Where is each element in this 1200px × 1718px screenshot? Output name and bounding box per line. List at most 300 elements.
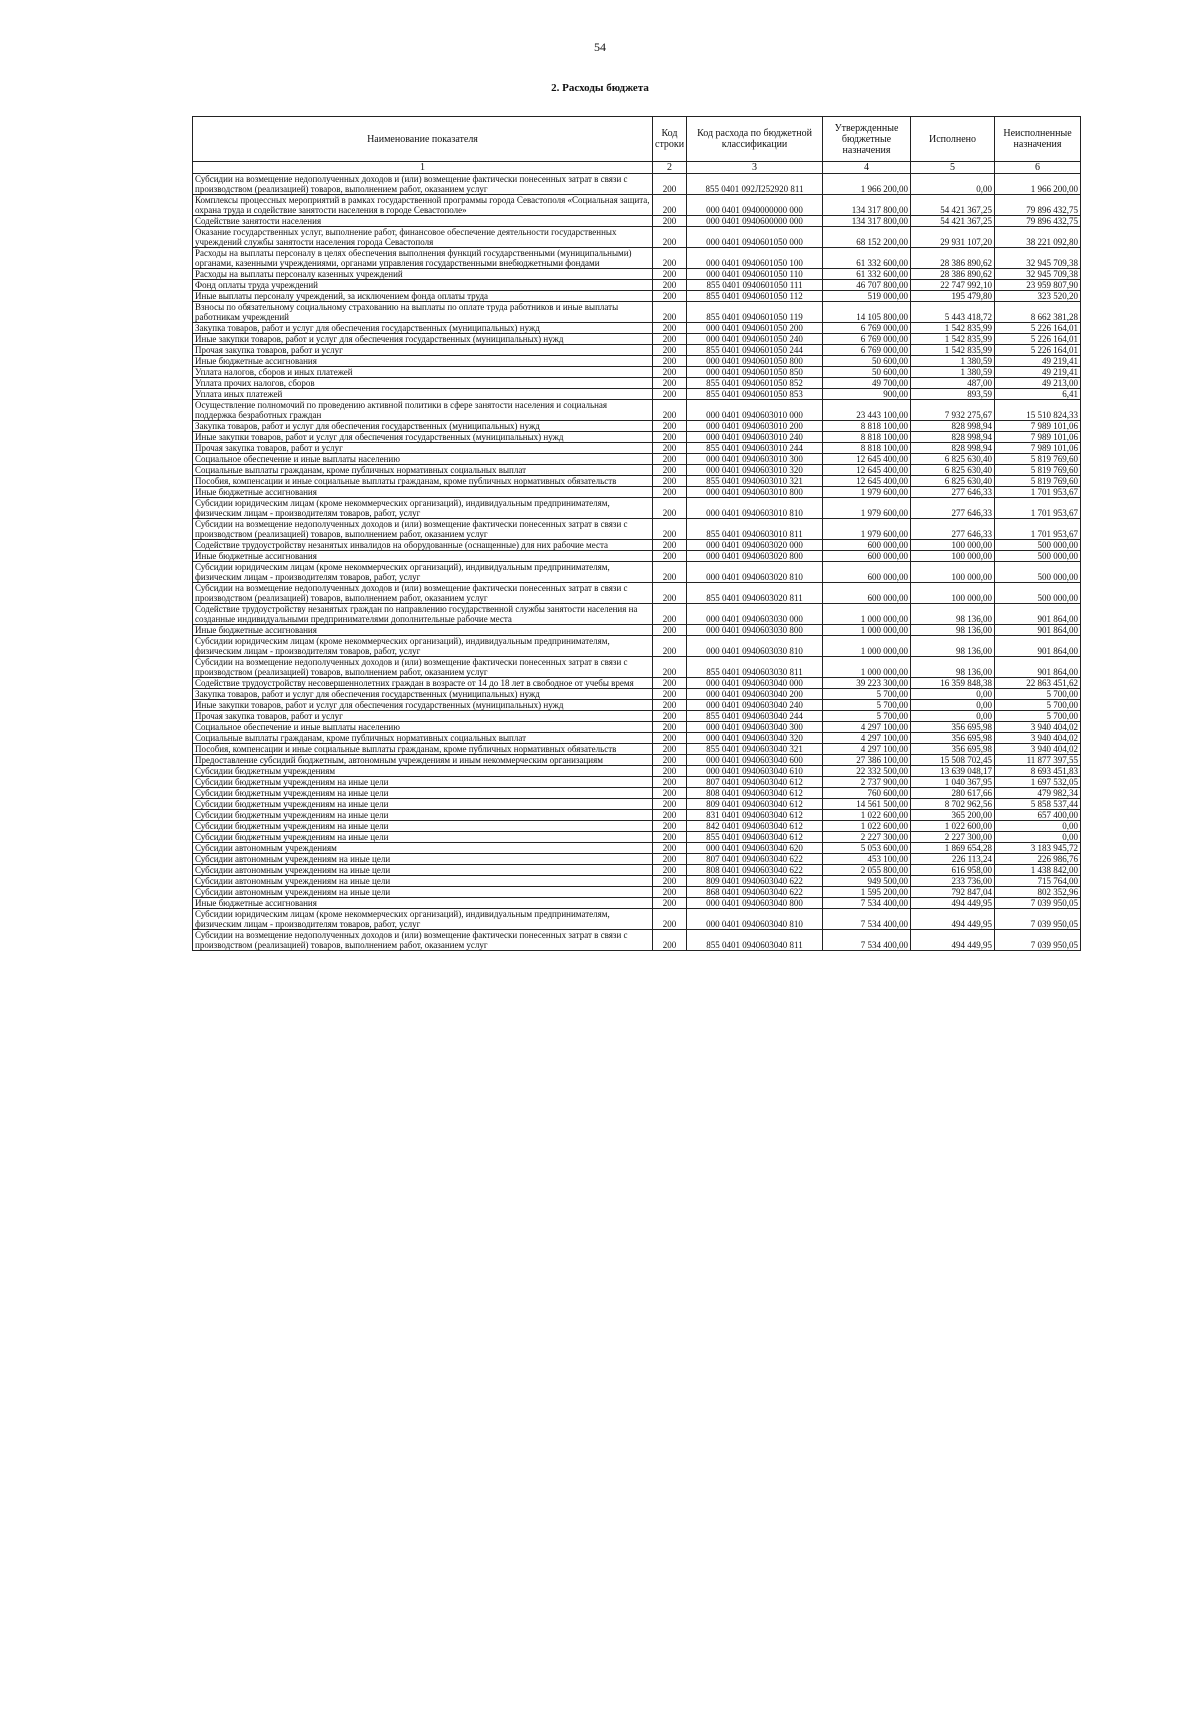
row-approved-cell: 61 332 600,00: [823, 248, 911, 269]
row-line-code-cell: 200: [653, 465, 687, 476]
row-name-cell: Социальные выплаты гражданам, кроме публичных нормативных социальных выплат: [193, 733, 653, 744]
row-line-code-cell: 200: [653, 755, 687, 766]
table-row: [193, 636, 1081, 657]
row-name-cell: Социальное обеспечение и иные выплаты населению: [193, 722, 653, 733]
row-executed-cell: 22 747 992,10: [911, 280, 995, 291]
row-approved-cell: 900,00: [823, 389, 911, 400]
row-approved-cell: 8 818 100,00: [823, 443, 911, 454]
row-classification-code-cell: 000 0401 0940601050 100: [687, 248, 823, 269]
row-unexecuted-cell: 1 701 953,67: [995, 487, 1081, 498]
row-line-code-cell: 200: [653, 562, 687, 583]
column-number: 1: [193, 162, 653, 174]
row-executed-cell: 8 702 962,56: [911, 799, 995, 810]
row-line-code-cell: 200: [653, 843, 687, 854]
row-line-code-cell: 200: [653, 378, 687, 389]
row-approved-cell: 14 105 800,00: [823, 302, 911, 323]
column-number: 2: [653, 162, 687, 174]
row-name-cell: Пособия, компенсации и иные социальные выплаты гражданам, кроме публичных нормативных обязательств: [193, 744, 653, 755]
row-classification-code-cell: 855 0401 0940603010 321: [687, 476, 823, 487]
table-row: [193, 854, 1081, 865]
row-line-code-cell: 200: [653, 744, 687, 755]
row-approved-cell: 49 700,00: [823, 378, 911, 389]
row-unexecuted-cell: 901 864,00: [995, 636, 1081, 657]
row-name-cell: Иные закупки товаров, работ и услуг для обеспечения государственных (муниципальных) нужд: [193, 334, 653, 345]
row-executed-cell: 0,00: [911, 711, 995, 722]
row-unexecuted-cell: 5 700,00: [995, 711, 1081, 722]
row-unexecuted-cell: 7 989 101,06: [995, 421, 1081, 432]
row-classification-code-cell: 000 0401 0940603040 600: [687, 755, 823, 766]
row-executed-cell: 893,59: [911, 389, 995, 400]
table-row: [193, 269, 1081, 280]
row-approved-cell: 39 223 300,00: [823, 678, 911, 689]
row-executed-cell: 1 380,59: [911, 367, 995, 378]
row-unexecuted-cell: 5 226 164,01: [995, 323, 1081, 334]
table-row: [193, 421, 1081, 432]
row-approved-cell: 7 534 400,00: [823, 909, 911, 930]
row-unexecuted-cell: 1 438 842,00: [995, 865, 1081, 876]
row-executed-cell: 28 386 890,62: [911, 248, 995, 269]
row-approved-cell: 2 737 900,00: [823, 777, 911, 788]
row-classification-code-cell: 000 0401 0940603040 610: [687, 766, 823, 777]
row-classification-code-cell: 808 0401 0940603040 612: [687, 788, 823, 799]
row-line-code-cell: 200: [653, 799, 687, 810]
row-name-cell: Иные выплаты персоналу учреждений, за исключением фонда оплаты труда: [193, 291, 653, 302]
header-executed: Исполнено: [911, 117, 995, 162]
row-line-code-cell: 200: [653, 930, 687, 951]
row-executed-cell: 1 040 367,95: [911, 777, 995, 788]
row-unexecuted-cell: 500 000,00: [995, 562, 1081, 583]
row-classification-code-cell: 000 0401 0940603020 810: [687, 562, 823, 583]
row-classification-code-cell: 000 0401 0940603040 810: [687, 909, 823, 930]
row-classification-code-cell: 855 0401 0940603030 811: [687, 657, 823, 678]
row-unexecuted-cell: 901 864,00: [995, 657, 1081, 678]
row-classification-code-cell: 855 0401 0940601050 112: [687, 291, 823, 302]
row-name-cell: Прочая закупка товаров, работ и услуг: [193, 711, 653, 722]
row-executed-cell: 494 449,95: [911, 898, 995, 909]
row-executed-cell: 98 136,00: [911, 604, 995, 625]
row-line-code-cell: 200: [653, 832, 687, 843]
row-classification-code-cell: 855 0401 092Л252920 811: [687, 174, 823, 195]
row-unexecuted-cell: 1 701 953,67: [995, 498, 1081, 519]
row-classification-code-cell: 000 0401 0940601050 240: [687, 334, 823, 345]
row-executed-cell: 7 932 275,67: [911, 400, 995, 421]
row-classification-code-cell: 000 0401 0940603040 200: [687, 689, 823, 700]
row-name-cell: Фонд оплаты труда учреждений: [193, 280, 653, 291]
row-unexecuted-cell: 323 520,20: [995, 291, 1081, 302]
row-unexecuted-cell: 901 864,00: [995, 625, 1081, 636]
row-name-cell: Субсидии бюджетным учреждениям на иные цели: [193, 810, 653, 821]
row-classification-code-cell: 855 0401 0940603010 244: [687, 443, 823, 454]
row-approved-cell: 8 818 100,00: [823, 421, 911, 432]
row-executed-cell: 280 617,66: [911, 788, 995, 799]
row-executed-cell: 13 639 048,17: [911, 766, 995, 777]
row-approved-cell: 1 595 200,00: [823, 887, 911, 898]
row-line-code-cell: 200: [653, 498, 687, 519]
row-approved-cell: 6 769 000,00: [823, 345, 911, 356]
row-line-code-cell: 200: [653, 302, 687, 323]
row-unexecuted-cell: 5 700,00: [995, 689, 1081, 700]
table-row: [193, 323, 1081, 334]
page-number: 54: [594, 40, 606, 54]
row-unexecuted-cell: 11 877 397,55: [995, 755, 1081, 766]
row-classification-code-cell: 000 0401 0940603030 800: [687, 625, 823, 636]
table-row: [193, 625, 1081, 636]
row-approved-cell: 1 022 600,00: [823, 810, 911, 821]
table-row: [193, 551, 1081, 562]
row-unexecuted-cell: 22 863 451,62: [995, 678, 1081, 689]
row-name-cell: Субсидии автономным учреждениям на иные цели: [193, 854, 653, 865]
row-line-code-cell: 200: [653, 887, 687, 898]
row-executed-cell: 98 136,00: [911, 657, 995, 678]
table-row: [193, 843, 1081, 854]
row-line-code-cell: 200: [653, 345, 687, 356]
row-name-cell: Содействие занятости населения: [193, 216, 653, 227]
row-executed-cell: 616 958,00: [911, 865, 995, 876]
row-name-cell: Оказание государственных услуг, выполнение работ, финансовое обеспечение деятельности государственных учреждений службы занятости населения города Севастополя: [193, 227, 653, 248]
table-row: [193, 766, 1081, 777]
row-line-code-cell: 200: [653, 876, 687, 887]
row-classification-code-cell: 000 0401 0940603030 000: [687, 604, 823, 625]
row-line-code-cell: 200: [653, 280, 687, 291]
row-unexecuted-cell: 5 226 164,01: [995, 345, 1081, 356]
table-row: [193, 291, 1081, 302]
row-classification-code-cell: 831 0401 0940603040 612: [687, 810, 823, 821]
header-approved: Утвержденные бюджетные назначения: [823, 117, 911, 162]
row-unexecuted-cell: 715 764,00: [995, 876, 1081, 887]
row-name-cell: Содействие трудоустройству несовершеннолетних граждан в возрасте от 14 до 18 лет в свободное от учебы время: [193, 678, 653, 689]
row-executed-cell: 100 000,00: [911, 583, 995, 604]
row-unexecuted-cell: 6,41: [995, 389, 1081, 400]
row-line-code-cell: 200: [653, 356, 687, 367]
row-approved-cell: 68 152 200,00: [823, 227, 911, 248]
row-classification-code-cell: 000 0401 0940601050 800: [687, 356, 823, 367]
table-row: [193, 280, 1081, 291]
row-line-code-cell: 200: [653, 487, 687, 498]
row-line-code-cell: 200: [653, 810, 687, 821]
row-name-cell: Субсидии на возмещение недополученных доходов и (или) возмещение фактически понесенных затрат в связи с производством (реализацией) товаров, выполнением работ, оказанием услуг: [193, 930, 653, 951]
row-approved-cell: 6 769 000,00: [823, 334, 911, 345]
row-classification-code-cell: 855 0401 0940601050 244: [687, 345, 823, 356]
table-row: [193, 604, 1081, 625]
row-classification-code-cell: 000 0401 0940601050 850: [687, 367, 823, 378]
row-name-cell: Комплексы процессных мероприятий в рамках государственной программы города Севастополя «Социальная защита, охрана труда и содействие занятости населения в городе Севастополе»: [193, 195, 653, 216]
row-classification-code-cell: 000 0401 0940601050 200: [687, 323, 823, 334]
row-name-cell: Субсидии бюджетным учреждениям на иные цели: [193, 788, 653, 799]
row-executed-cell: 277 646,33: [911, 519, 995, 540]
row-executed-cell: 100 000,00: [911, 551, 995, 562]
row-classification-code-cell: 855 0401 0940603040 811: [687, 930, 823, 951]
row-executed-cell: 828 998,94: [911, 421, 995, 432]
row-name-cell: Субсидии автономным учреждениям на иные цели: [193, 865, 653, 876]
row-line-code-cell: 200: [653, 540, 687, 551]
row-unexecuted-cell: 1 966 200,00: [995, 174, 1081, 195]
row-name-cell: Субсидии на возмещение недополученных доходов и (или) возмещение фактически понесенных затрат в связи с производством (реализацией) товаров, выполнением работ, оказанием услуг: [193, 583, 653, 604]
row-line-code-cell: 200: [653, 909, 687, 930]
row-line-code-cell: 200: [653, 898, 687, 909]
row-name-cell: Содействие трудоустройству незанятых граждан по направлению государственной службы занятости населения на созданные индивидуальными предпринимателями дополнительные рабочие места: [193, 604, 653, 625]
row-line-code-cell: 200: [653, 604, 687, 625]
row-approved-cell: 600 000,00: [823, 540, 911, 551]
row-executed-cell: 1 869 654,28: [911, 843, 995, 854]
row-approved-cell: 61 332 600,00: [823, 269, 911, 280]
row-executed-cell: 54 421 367,25: [911, 195, 995, 216]
row-approved-cell: 519 000,00: [823, 291, 911, 302]
row-executed-cell: 0,00: [911, 689, 995, 700]
row-unexecuted-cell: 3 940 404,02: [995, 733, 1081, 744]
row-line-code-cell: 200: [653, 583, 687, 604]
row-approved-cell: 1 000 000,00: [823, 604, 911, 625]
table-row: [193, 345, 1081, 356]
header-line-code: Код строки: [653, 117, 687, 162]
table-row: [193, 799, 1081, 810]
row-approved-cell: 7 534 400,00: [823, 898, 911, 909]
row-unexecuted-cell: 5 819 769,60: [995, 465, 1081, 476]
row-classification-code-cell: 000 0401 0940600000 000: [687, 216, 823, 227]
row-line-code-cell: 200: [653, 323, 687, 334]
table-row: [193, 733, 1081, 744]
row-line-code-cell: 200: [653, 636, 687, 657]
row-executed-cell: 0,00: [911, 174, 995, 195]
row-approved-cell: 134 317 800,00: [823, 216, 911, 227]
row-classification-code-cell: 807 0401 0940603040 622: [687, 854, 823, 865]
row-approved-cell: 46 707 800,00: [823, 280, 911, 291]
row-unexecuted-cell: 49 219,41: [995, 356, 1081, 367]
row-approved-cell: 453 100,00: [823, 854, 911, 865]
row-approved-cell: 27 386 100,00: [823, 755, 911, 766]
row-classification-code-cell: 808 0401 0940603040 622: [687, 865, 823, 876]
row-approved-cell: 7 534 400,00: [823, 930, 911, 951]
row-executed-cell: 1 542 835,99: [911, 345, 995, 356]
row-executed-cell: 100 000,00: [911, 540, 995, 551]
row-approved-cell: 2 227 300,00: [823, 832, 911, 843]
row-approved-cell: 8 818 100,00: [823, 432, 911, 443]
row-name-cell: Содействие трудоустройству незанятых инвалидов на оборудованные (оснащенные) для них рабочие места: [193, 540, 653, 551]
row-approved-cell: 600 000,00: [823, 583, 911, 604]
row-line-code-cell: 200: [653, 195, 687, 216]
row-executed-cell: 15 508 702,45: [911, 755, 995, 766]
row-line-code-cell: 200: [653, 476, 687, 487]
row-executed-cell: 1 022 600,00: [911, 821, 995, 832]
row-name-cell: Субсидии на возмещение недополученных доходов и (или) возмещение фактически понесенных затрат в связи с производством (реализацией) товаров, выполнением работ, оказанием услуг: [193, 174, 653, 195]
row-classification-code-cell: 000 0401 0940603030 810: [687, 636, 823, 657]
row-name-cell: Субсидии автономным учреждениям на иные цели: [193, 876, 653, 887]
row-unexecuted-cell: 49 219,41: [995, 367, 1081, 378]
table-row: [193, 356, 1081, 367]
row-name-cell: Осуществление полномочий по проведению активной политики в сфере занятости населения и социальная поддержка безработных граждан: [193, 400, 653, 421]
row-classification-code-cell: 000 0401 0940603040 300: [687, 722, 823, 733]
table-row: [193, 487, 1081, 498]
row-line-code-cell: 200: [653, 625, 687, 636]
table-row: [193, 443, 1081, 454]
row-executed-cell: 6 825 630,40: [911, 476, 995, 487]
table-row: [193, 498, 1081, 519]
row-line-code-cell: 200: [653, 269, 687, 280]
row-line-code-cell: 200: [653, 443, 687, 454]
row-executed-cell: 226 113,24: [911, 854, 995, 865]
row-unexecuted-cell: 7 039 950,05: [995, 909, 1081, 930]
row-executed-cell: 54 421 367,25: [911, 216, 995, 227]
header-classification-code: Код расхода по бюджетной классификации: [687, 117, 823, 162]
row-name-cell: Взносы по обязательному социальному страхованию на выплаты по оплате труда работников и иные выплаты работникам учреждений: [193, 302, 653, 323]
row-unexecuted-cell: 5 700,00: [995, 700, 1081, 711]
header-indicator-name: Наименование показателя: [193, 117, 653, 162]
row-executed-cell: 356 695,98: [911, 722, 995, 733]
table-row: [193, 476, 1081, 487]
table-row: [193, 465, 1081, 476]
row-executed-cell: 100 000,00: [911, 562, 995, 583]
row-name-cell: Уплата налогов, сборов и иных платежей: [193, 367, 653, 378]
table-row: [193, 678, 1081, 689]
row-classification-code-cell: 809 0401 0940603040 612: [687, 799, 823, 810]
column-number: 6: [995, 162, 1081, 174]
row-executed-cell: 6 825 630,40: [911, 454, 995, 465]
row-classification-code-cell: 855 0401 0940603020 811: [687, 583, 823, 604]
row-approved-cell: 14 561 500,00: [823, 799, 911, 810]
table-row: [193, 216, 1081, 227]
row-line-code-cell: 200: [653, 865, 687, 876]
row-name-cell: Социальные выплаты гражданам, кроме публичных нормативных социальных выплат: [193, 465, 653, 476]
row-unexecuted-cell: 8 693 451,83: [995, 766, 1081, 777]
header-row: [193, 117, 1081, 162]
column-number: 5: [911, 162, 995, 174]
row-classification-code-cell: 000 0401 0940603010 320: [687, 465, 823, 476]
table-row: [193, 788, 1081, 799]
row-line-code-cell: 200: [653, 722, 687, 733]
row-name-cell: Иные закупки товаров, работ и услуг для обеспечения государственных (муниципальных) нужд: [193, 432, 653, 443]
table-row: [193, 227, 1081, 248]
row-line-code-cell: 200: [653, 291, 687, 302]
row-unexecuted-cell: 15 510 824,33: [995, 400, 1081, 421]
row-name-cell: Прочая закупка товаров, работ и услуг: [193, 443, 653, 454]
row-line-code-cell: 200: [653, 854, 687, 865]
table-row: [193, 195, 1081, 216]
row-unexecuted-cell: 802 352,96: [995, 887, 1081, 898]
row-name-cell: Иные закупки товаров, работ и услуг для обеспечения государственных (муниципальных) нужд: [193, 700, 653, 711]
row-unexecuted-cell: 38 221 092,80: [995, 227, 1081, 248]
row-approved-cell: 5 700,00: [823, 711, 911, 722]
table-row: [193, 657, 1081, 678]
table-row: [193, 689, 1081, 700]
row-classification-code-cell: 000 0401 0940603040 000: [687, 678, 823, 689]
row-line-code-cell: 200: [653, 227, 687, 248]
row-unexecuted-cell: 3 940 404,02: [995, 722, 1081, 733]
row-approved-cell: 12 645 400,00: [823, 465, 911, 476]
table-row: [193, 832, 1081, 843]
row-name-cell: Иные бюджетные ассигнования: [193, 487, 653, 498]
row-line-code-cell: 200: [653, 711, 687, 722]
row-line-code-cell: 200: [653, 174, 687, 195]
row-classification-code-cell: 000 0401 0940601050 000: [687, 227, 823, 248]
row-line-code-cell: 200: [653, 788, 687, 799]
row-approved-cell: 760 600,00: [823, 788, 911, 799]
row-line-code-cell: 200: [653, 421, 687, 432]
row-approved-cell: 1 979 600,00: [823, 487, 911, 498]
header-unexecuted: Неисполненные назначения: [995, 117, 1081, 162]
row-unexecuted-cell: 500 000,00: [995, 583, 1081, 604]
row-name-cell: Иные бюджетные ассигнования: [193, 898, 653, 909]
row-classification-code-cell: 855 0401 0940601050 111: [687, 280, 823, 291]
table-row: [193, 519, 1081, 540]
row-approved-cell: 5 700,00: [823, 700, 911, 711]
table-row: [193, 755, 1081, 766]
row-line-code-cell: 200: [653, 766, 687, 777]
table-row: [193, 334, 1081, 345]
document-title: 2. Расходы бюджета: [551, 82, 649, 94]
table-row: [193, 865, 1081, 876]
table-row: [193, 174, 1081, 195]
row-classification-code-cell: 855 0401 0940601050 852: [687, 378, 823, 389]
budget-expenses-table: [192, 116, 1081, 951]
row-name-cell: Предоставление субсидий бюджетным, автономным учреждениям и иным некоммерческим организациям: [193, 755, 653, 766]
row-name-cell: Субсидии юридическим лицам (кроме некоммерческих организаций), индивидуальным предпринимателям, физическим лицам - производителям товаров, работ, услуг: [193, 636, 653, 657]
row-line-code-cell: 200: [653, 432, 687, 443]
row-classification-code-cell: 000 0401 0940603010 240: [687, 432, 823, 443]
row-name-cell: Прочая закупка товаров, работ и услуг: [193, 345, 653, 356]
row-approved-cell: 5 700,00: [823, 689, 911, 700]
row-name-cell: Субсидии автономным учреждениям: [193, 843, 653, 854]
row-unexecuted-cell: 479 982,34: [995, 788, 1081, 799]
row-approved-cell: 12 645 400,00: [823, 454, 911, 465]
row-unexecuted-cell: 3 940 404,02: [995, 744, 1081, 755]
row-classification-code-cell: 000 0401 0940603020 000: [687, 540, 823, 551]
row-classification-code-cell: 842 0401 0940603040 612: [687, 821, 823, 832]
row-approved-cell: 4 297 100,00: [823, 744, 911, 755]
row-unexecuted-cell: 32 945 709,38: [995, 269, 1081, 280]
row-name-cell: Субсидии бюджетным учреждениям на иные цели: [193, 821, 653, 832]
row-approved-cell: 1 000 000,00: [823, 625, 911, 636]
column-number: 4: [823, 162, 911, 174]
row-unexecuted-cell: 79 896 432,75: [995, 216, 1081, 227]
row-name-cell: Закупка товаров, работ и услуг для обеспечения государственных (муниципальных) нужд: [193, 421, 653, 432]
row-executed-cell: 16 359 848,38: [911, 678, 995, 689]
row-classification-code-cell: 855 0401 0940603040 244: [687, 711, 823, 722]
table-row: [193, 909, 1081, 930]
table-row: [193, 367, 1081, 378]
row-unexecuted-cell: 23 959 807,90: [995, 280, 1081, 291]
row-classification-code-cell: 000 0401 0940603010 200: [687, 421, 823, 432]
row-approved-cell: 1 000 000,00: [823, 636, 911, 657]
row-unexecuted-cell: 500 000,00: [995, 551, 1081, 562]
row-classification-code-cell: 000 0401 0940603020 800: [687, 551, 823, 562]
row-line-code-cell: 200: [653, 454, 687, 465]
table-row: [193, 454, 1081, 465]
row-line-code-cell: 200: [653, 657, 687, 678]
row-executed-cell: 0,00: [911, 700, 995, 711]
row-executed-cell: 277 646,33: [911, 498, 995, 519]
row-line-code-cell: 200: [653, 733, 687, 744]
row-line-code-cell: 200: [653, 777, 687, 788]
row-executed-cell: 28 386 890,62: [911, 269, 995, 280]
row-unexecuted-cell: 5 819 769,60: [995, 454, 1081, 465]
row-line-code-cell: 200: [653, 248, 687, 269]
row-approved-cell: 6 769 000,00: [823, 323, 911, 334]
row-unexecuted-cell: 32 945 709,38: [995, 248, 1081, 269]
table-row: [193, 540, 1081, 551]
row-line-code-cell: 200: [653, 519, 687, 540]
row-approved-cell: 1 979 600,00: [823, 519, 911, 540]
table-row: [193, 389, 1081, 400]
column-number: 3: [687, 162, 823, 174]
table-row: [193, 876, 1081, 887]
row-name-cell: Субсидии бюджетным учреждениям на иные цели: [193, 777, 653, 788]
row-unexecuted-cell: 7 989 101,06: [995, 432, 1081, 443]
row-line-code-cell: 200: [653, 400, 687, 421]
table-row: [193, 744, 1081, 755]
row-classification-code-cell: 809 0401 0940603040 622: [687, 876, 823, 887]
row-name-cell: Субсидии на возмещение недополученных доходов и (или) возмещение фактически понесенных затрат в связи с производством (реализацией) товаров, выполнением работ, оказанием услуг: [193, 519, 653, 540]
row-classification-code-cell: 855 0401 0940603010 811: [687, 519, 823, 540]
row-executed-cell: 98 136,00: [911, 625, 995, 636]
